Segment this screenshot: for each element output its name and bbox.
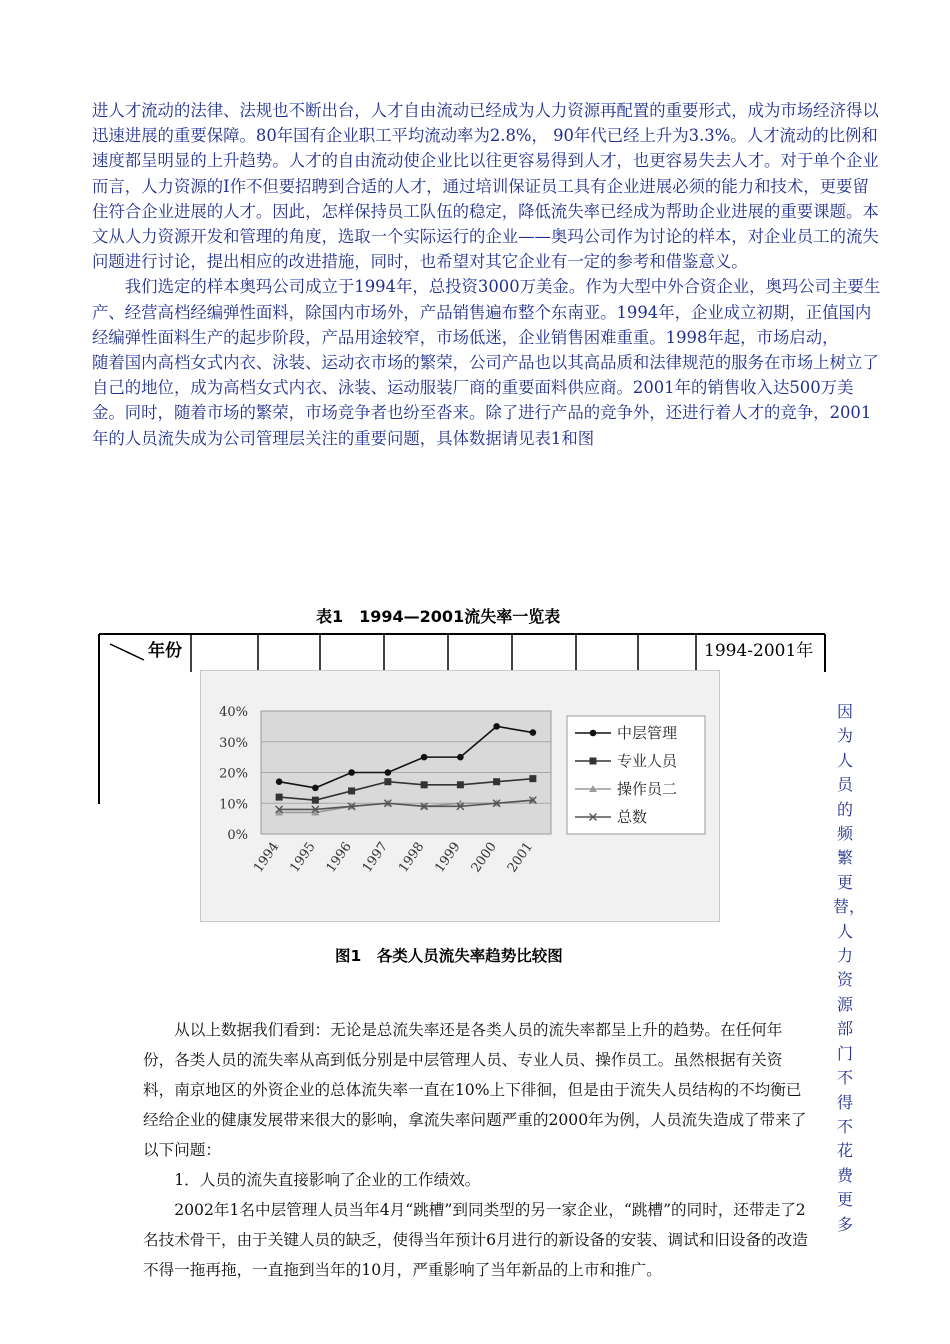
- data-point: [530, 729, 537, 736]
- data-point: [590, 730, 597, 737]
- table-header-last: 1994-2001年: [704, 641, 814, 661]
- x-tick-label: 2001: [504, 839, 537, 876]
- x-tick-label: 1999: [432, 839, 464, 876]
- data-point: [348, 787, 355, 794]
- y-tick-label: 0%: [227, 828, 248, 843]
- data-point: [384, 778, 391, 785]
- table-header-corner: 年份: [148, 641, 182, 661]
- y-tick-label: 10%: [219, 797, 248, 813]
- x-tick-label: 1998: [396, 839, 428, 876]
- x-tick-label: 1996: [323, 839, 355, 876]
- x-tick-label: 1997: [359, 839, 392, 876]
- data-point: [312, 797, 319, 804]
- body-paragraph-1: 从以上数据我们看到：无论是总流失率还是各类人员的流失率都呈上升的趋势。在任何年份，各类人员的流失率从高到低分别是中层管理人员、专业人员、操作员工。虽然根据有关资料，南京地区的外资企业的总体流失率一直在10%上下徘徊，但是由于流失人员结构的不均衡已经给企业的健康发展带来很大的影响，拿流失率问题严重的2000年为例，人员流失造成了带来了以下问题：: [143, 1021, 807, 1159]
- body-paragraph-3: 2002年1名中层管理人员当年4月“跳槽”到同类型的另一家企业，“跳槽”的同时，还带走了2名技术骨干，由于关键人员的缺乏，使得当年预计6月进行的新设备的安装、调试和旧设备的改造不得一拖再拖，一直拖到当年的10月，严重影响了当年新品的上市和推广。: [143, 1201, 808, 1279]
- data-point: [312, 785, 319, 792]
- x-axis-ticks: [251, 840, 536, 876]
- intro-text: [92, 98, 882, 451]
- side-column-text: 因为人员的频繁更替，人力资源部门不得不花费更多: [833, 702, 866, 1234]
- legend-label: 中层管理: [617, 724, 678, 742]
- y-axis-ticks: [219, 705, 248, 843]
- table-caption: 表1 1994—2001流失率一览表: [316, 607, 561, 626]
- y-tick-label: 30%: [219, 735, 248, 751]
- intro-paragraph-3: 随着国内高档女式内衣、泳装、运动衣市场的繁荣，公司产品也以其高品质和法律规范的服务在市场上树立了自己的地位，成为高档女式内衣、泳装、运动服装厂商的重要面料供应商。2001年的销售收入达500万美金。同时，随着市场的繁荣，市场竞争者也纷至沓来。除了进行产品的竞争外，还进行着人才的竞争，2001年的人员流失成为公司管理层关注的重要问题，具体数据请见表1和图: [92, 353, 879, 448]
- line-chart: [200, 670, 720, 922]
- legend-label: 专业人员: [617, 752, 678, 770]
- body-text: [143, 1015, 809, 1285]
- figure-caption: 图1 各类人员流失率趋势比较图: [335, 947, 563, 965]
- data-point: [493, 778, 500, 785]
- intro-paragraph-2: 我们选定的样本奥玛公司成立于1994年，总投资3000万美金。作为大型中外合资企业，奥玛公司主要生产、经营高档经编弹性面料，除国内市场外，产品销售遍布整个东南亚。1994年，企业成立初期，正值国内经编弹性面料生产的起步阶段，产品用途较窄，市场低迷，企业销售困难重重。1998年起，市场启动，: [92, 277, 881, 347]
- data-point: [421, 754, 428, 761]
- intro-paragraph-1: 进人才流动的法律、法规也不断出台，人才自由流动已经成为人力资源再配置的重要形式，成为市场经济得以迅速进展的重要保障。80年国有企业职工平均流动率为2.8%， 90年代已经上升为3.3%。人才流动的比例和速度都呈明显的上升趋势。人才的自由流动使企业比以往更容易得到人才，也更容易失去人才。对于单个企业而言，人力资源的I作不但要招聘到合适的人才，通过培训保证员工具有企业进展必须的能力和技术，更要留住符合企业进展的人才。因此，怎样保持员工队伍的稳定，降低流失率已经成为帮助企业进展的重要课题。本文从人力资源开发和管理的角度，选取一个实际运行的企业——奥玛公司作为讨论的样本，对企业员工的流失问题进行讨论，提出相应的改进措施，同时，也希望对其它企业有一定的参考和借鉴意义。: [92, 101, 879, 272]
- legend-label: 总数: [617, 808, 648, 826]
- x-tick-label: 1994: [251, 839, 283, 876]
- data-point: [457, 781, 464, 788]
- y-tick-label: 20%: [219, 766, 248, 782]
- data-point: [529, 775, 536, 782]
- data-point: [590, 758, 597, 765]
- data-point: [276, 778, 283, 785]
- x-tick-label: 1995: [287, 839, 319, 876]
- legend-label: 操作员二: [617, 780, 678, 798]
- x-tick-label: 2000: [468, 839, 500, 876]
- data-point: [348, 769, 355, 776]
- data-point: [421, 781, 428, 788]
- y-tick-label: 40%: [219, 705, 248, 720]
- data-point: [457, 754, 464, 761]
- data-point: [493, 723, 500, 730]
- data-point: [385, 769, 392, 776]
- data-point: [276, 794, 283, 801]
- chart-canvas: [201, 671, 719, 921]
- body-paragraph-2: 1．人员的流失直接影响了企业的工作绩效。: [174, 1171, 481, 1189]
